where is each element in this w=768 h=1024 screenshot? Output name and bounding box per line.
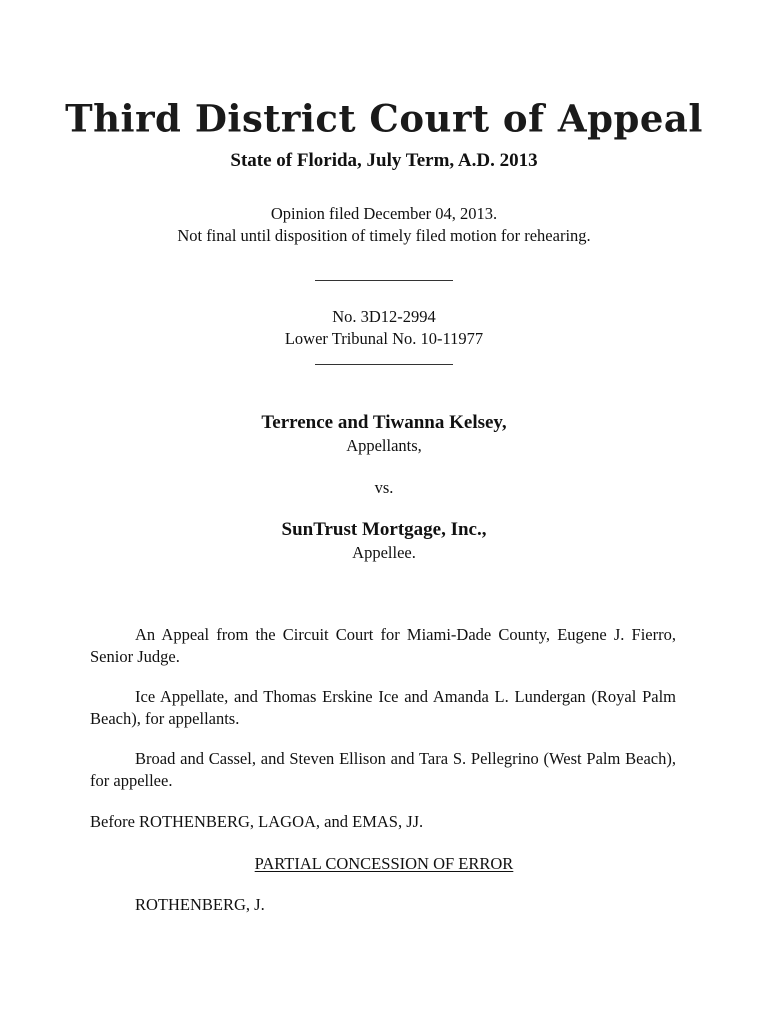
appellants-role: Appellants, xyxy=(346,436,422,455)
separator-rule-bottom xyxy=(315,364,453,365)
appellants-name: Terrence and Tiwanna Kelsey, xyxy=(261,412,507,433)
opinion-filed-date: Opinion filed December 04, 2013. xyxy=(270,204,498,223)
opinion-author: ROTHENBERG, J. xyxy=(135,895,265,914)
appellee-name: SunTrust Mortgage, Inc., xyxy=(281,519,487,540)
appellants-counsel-paragraph: Ice Appellate, and Thomas Erskine Ice and Amanda L. Lundergan (Royal Palm Beach), for appellants. xyxy=(90,687,676,728)
appeal-from-paragraph: An Appeal from the Circuit Court for Miami-Dade County, Eugene J. Fierro, Senior Judge. xyxy=(90,625,676,666)
lower-tribunal-number: Lower Tribunal No. 10-11977 xyxy=(284,329,484,348)
opinion-heading: PARTIAL CONCESSION OF ERROR xyxy=(254,854,514,873)
case-number: No. 3D12-2994 xyxy=(332,307,436,326)
panel-line: Before ROTHENBERG, LAGOA, and EMAS, JJ. xyxy=(90,812,424,831)
separator-rule-top xyxy=(315,280,453,281)
appellee-role: Appellee. xyxy=(352,543,416,562)
court-title: Third District Court of Appeal xyxy=(65,95,703,141)
term-line: State of Florida, July Term, A.D. 2013 xyxy=(230,150,538,171)
versus-label: vs. xyxy=(374,478,394,497)
rehearing-notice: Not final until disposition of timely filed motion for rehearing. xyxy=(177,226,591,245)
appellee-counsel-paragraph: Broad and Cassel, and Steven Ellison and Tara S. Pellegrino (West Palm Beach), for appellee. xyxy=(90,749,676,790)
